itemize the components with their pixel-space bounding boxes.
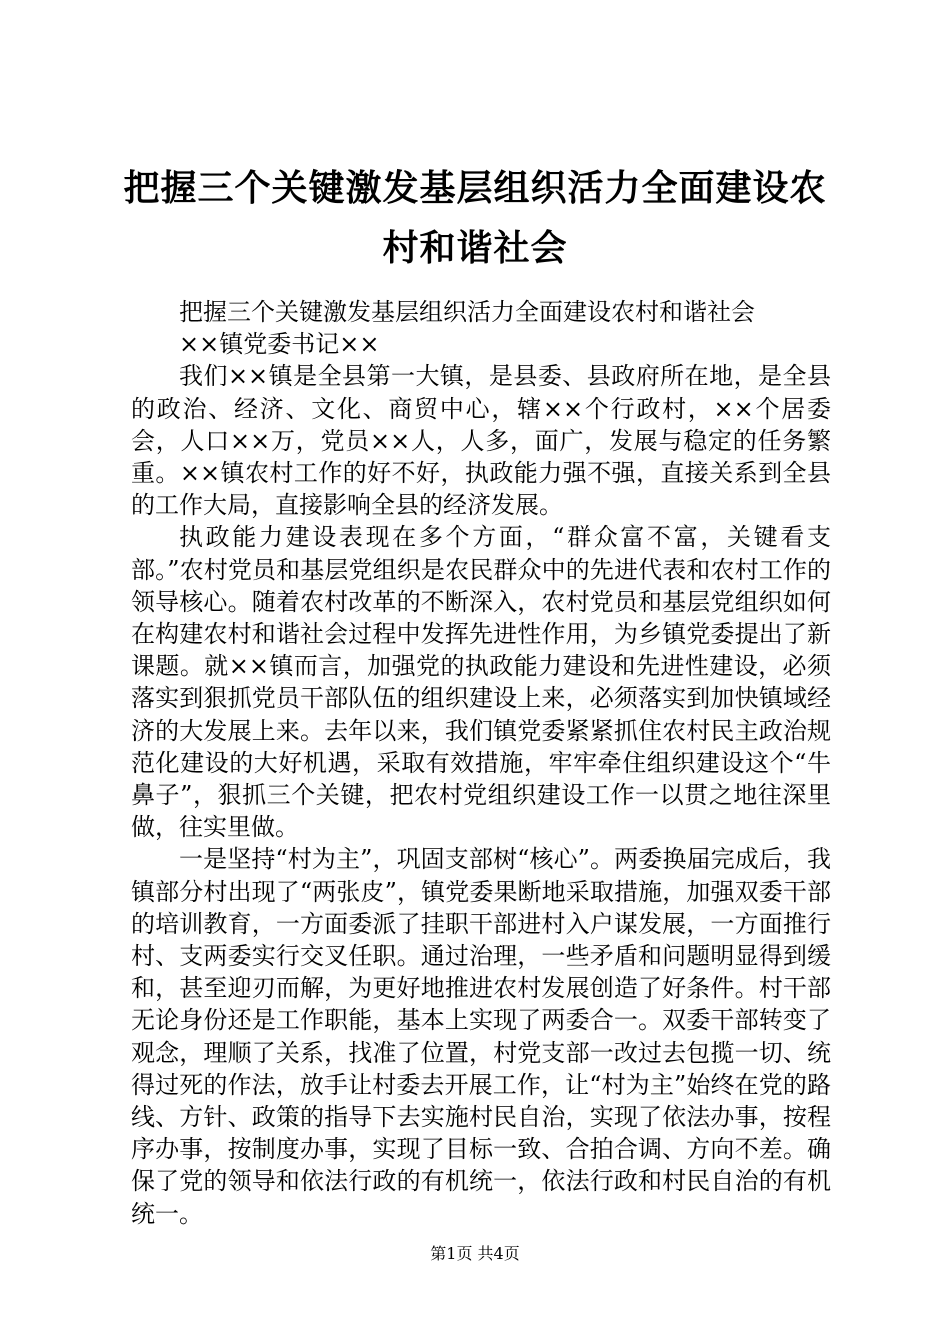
paragraph-author: ××镇党委书记×× — [179, 330, 380, 359]
paragraph: 我们××镇是全县第一大镇，是县委、县政府所在地，是全县的政治、经济、文化、商贸中心，辖××个行政村，××个居委会，人口××万，党员××人，人多，面广，发展与稳定的任务繁重。××镇农村工作的好不好，执政能力强不强，直接关系到全县的工作大局，直接影响全县的经济发展。 — [131, 362, 831, 520]
document-body — [131, 296, 831, 1230]
paragraph: 一是坚持“村为主”，巩固支部树“核心”。两委换届完成后，我镇部分村出现了“两张皮”，镇党委果断地采取措施，加强双委干部的培训教育，一方面委派了挂职干部进村入户谋发展，一方面推行村、支两委实行交叉任职。通过治理，一些矛盾和问题明显得到缓和，甚至迎刃而解，为更好地推进农村发展创造了好条件。村干部无论身份还是工作职能，基本上实现了两委合一。双委干部转变了观念，理顺了关系，找准了位置，村党支部一改过去包揽一切、统得过死的作法，放手让村委去开展工作，让“村为主”始终在党的路线、方针、政策的指导下去实施村民自治，实现了依法办事，按程序办事，按制度办事，实现了目标一致、合拍合调、方向不差。确保了党的领导和依法行政的有机统一，依法行政和村民自治的有机统一。 — [131, 845, 831, 1228]
paragraph-subtitle: 把握三个关键激发基层组织活力全面建设农村和谐社会 — [179, 298, 755, 326]
document-title: 把握三个关键激发基层组织活力全面建设农村和谐社会 — [123, 167, 827, 269]
paragraph: 执政能力建设表现在多个方面，“群众富不富，关键看支部。”农村党员和基层党组织是农民群众中的先进代表和农村工作的领导核心。随着农村改革的不断深入，农村党员和基层党组织如何在构建农村和谐社会过程中发挥先进性作用，为乡镇党委提出了新课题。就××镇而言，加强党的执政能力建设和先进性建设，必须落实到狠抓党员干部队伍的组织建设上来，必须落实到加快镇域经济的大发展上来。去年以来，我们镇党委紧紧抓住农村民主政治规范化建设的大好机遇，采取有效措施，牢牢牵住组织建设这个“牛鼻子”，狠抓三个关键，把农村党组织建设工作一以贯之地往深里做，往实里做。 — [131, 523, 831, 842]
page-number-footer: 第1页 共4页 — [430, 1244, 520, 1263]
